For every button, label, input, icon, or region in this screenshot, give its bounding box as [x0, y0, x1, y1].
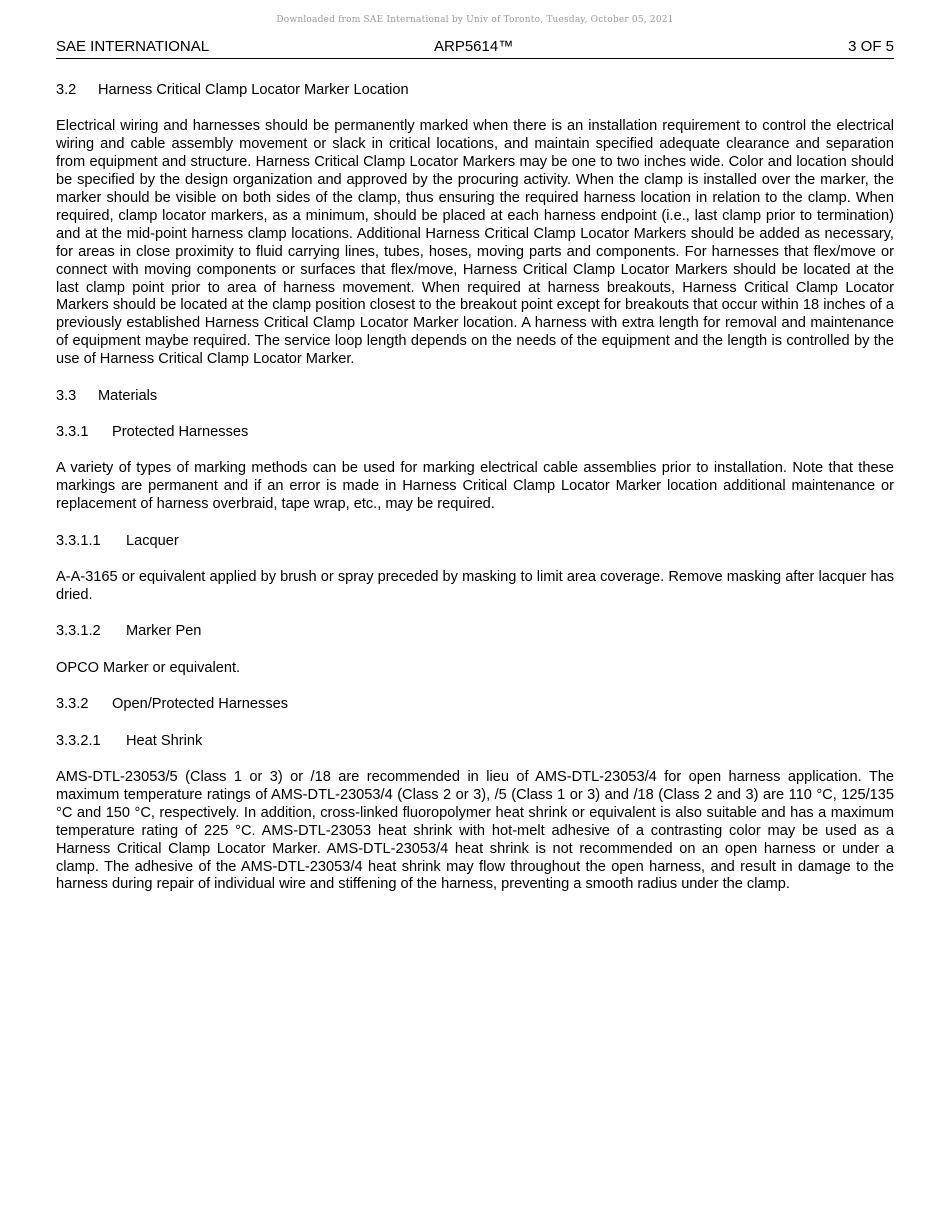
section-title: Heat Shrink: [126, 732, 203, 749]
section-heading-3-3-1-1: [56, 533, 894, 551]
section-title: Open/Protected Harnesses: [112, 696, 289, 713]
header-page-number: 3 OF 5: [848, 38, 894, 55]
download-watermark: Downloaded from SAE International by Univ of Toronto, Tuesday, October 05, 2021: [276, 15, 674, 25]
document-body: [56, 82, 894, 913]
section-paragraph-3-3-1-1: A-A-3165 or equivalent applied by brush or spray preceded by masking to limit area coverage. Remove masking after lacquer has dried.: [56, 569, 894, 603]
section-number: 3.3: [56, 387, 77, 404]
section-title: Lacquer: [126, 532, 179, 549]
section-paragraph-3-3-2-1: AMS-DTL-23053/5 (Class 1 or 3) or /18 are recommended in lieu of AMS-DTL-23053/4 for open harness application. The maximum temperature ratings of AMS-DTL-23053/4 (Class 2 or 3), /5 (Class 1 or 3) and /18 (Class 2 and 3) are 110 °C, 125/135 °C and 150 °C, respectively. In addition, cross-linked fluoropolymer heat shrink or equivalent is also suitable and has a maximum temperature rating of 225 °C. AMS-DTL-23053 heat shrink with hot-melt adhesive of a contrasting color may be used as a Harness Critical Clamp Locator Marker. AMS-DTL-23053/4 heat shrink is not recommended on an open harness or under a clamp. The adhesive of the AMS-DTL-23053/4 heat shrink may flow throughout the open harness, and result in damage to the harness during repair of individual wire and stiffening of the harness, preventing a smooth radius under the clamp.: [56, 768, 894, 893]
section-title: Harness Critical Clamp Locator Marker Location: [98, 82, 409, 98]
section-heading-3-3-2: [56, 696, 894, 714]
header-publisher: SAE INTERNATIONAL: [56, 38, 210, 55]
section-number: 3.3.1.1: [56, 532, 101, 549]
section-heading-3-3: [56, 388, 894, 406]
section-title: Protected Harnesses: [112, 424, 249, 440]
section-heading-3-3-1: [56, 424, 894, 442]
section-number: 3.3.2.1: [56, 732, 101, 749]
section-heading-3-3-2-1: [56, 733, 894, 751]
section-number: 3.2: [56, 82, 77, 98]
section-number: 3.3.2: [56, 696, 89, 713]
section-heading-3-3-1-2: [56, 623, 894, 641]
section-heading-3-2: [56, 82, 894, 100]
section-paragraph-3-3-1-2: OPCO Marker or equivalent.: [56, 659, 241, 676]
page-header: [56, 38, 894, 59]
section-number: 3.3.1.2: [56, 623, 101, 640]
section-title: Materials: [98, 387, 158, 404]
section-paragraph-3-3-1: A variety of types of marking methods can be used for marking electrical cable assemblies prior to installation. Note that these markings are permanent and if an error is made in Harness Critical Clamp Locator Marker location additional maintenance or replacement of harness overbraid, tape wrap, etc., may be required.: [56, 460, 894, 513]
section-number: 3.3.1: [56, 424, 89, 440]
section-paragraph-3-2: Electrical wiring and harnesses should be permanently marked when there is an installation requirement to control the electrical wiring and cable assembly movement or slack in critical locations, and maintain specified adequate clearance and separation from equipment and structure. Harness Critical Clamp Locator Markers may be one to two inches wide. Color and location should be specified by the design organization and approved by the procuring activity. When the clamp is installed over the marker, the marker should be visible on both sides of the clamp, thus ensuring the required harness location in relation to the clamp. When required, clamp locator markers, as a minimum, should be placed at each harness endpoint (i.e., last clamp prior to termination) and at the mid-point harness clamp locations. Additional Harness Critical Clamp Locator Markers should be added as necessary, for areas in close proximity to fluid carrying lines, tubes, hoses, moving parts and components. For harnesses that flex/move or connect with moving components or surfaces that flex/move, Harness Critical Clamp Locator Markers should be located at the last clamp point prior to area of harness movement. When required at harness breakouts, Harness Critical Clamp Locator Markers should be located at the clamp position closest to the breakout point except for breakouts that occur within 18 inches of a previously established Harness Critical Clamp Locator Marker location. A harness with extra length for removal and maintenance of equipment maybe required. The service loop length depends on the needs of the equipment and the length is controlled by the use of Harness Critical Clamp Locator Marker.: [56, 118, 894, 368]
header-document-id: ARP5614™: [434, 38, 514, 55]
section-title: Marker Pen: [126, 623, 202, 640]
